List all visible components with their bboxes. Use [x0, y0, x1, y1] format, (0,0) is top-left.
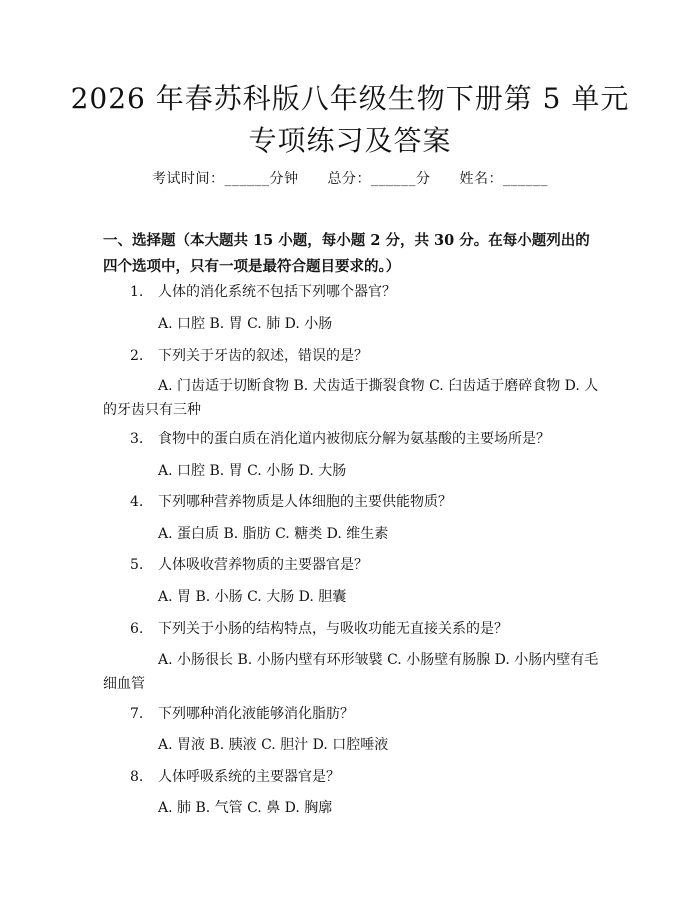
question [130, 281, 600, 303]
question [130, 766, 600, 788]
question-number: 5. [130, 557, 144, 573]
question-number: 7. [130, 706, 144, 722]
exam-score: 总分：______分 [327, 171, 431, 187]
section-heading: 一、选择题（本大题共 15 小题，每小题 2 分，共 30 分。在每小题列出的四个选项中，只有一项是最符合题目要求的。） [103, 232, 590, 275]
question-text: 下列哪种消化液能够消化脂肪？ [158, 706, 354, 722]
question-options: A. 蛋白质 B. 脂肪 C. 糖类 D. 维生素 [158, 526, 389, 542]
question-text: 人体的消化系统不包括下列哪个器官？ [158, 284, 396, 300]
question-options: A. 口腔 B. 胃 C. 小肠 D. 大肠 [158, 463, 347, 479]
question-number: 3. [130, 431, 144, 447]
question-options: A. 胃液 B. 胰液 C. 胆汁 D. 口腔唾液 [158, 737, 389, 753]
question-text: 人体吸收营养物质的主要器官是？ [158, 557, 368, 573]
question-text: 下列关于牙齿的叙述，错误的是？ [158, 348, 368, 364]
document-title: 2026 年春苏科版八年级生物下册第 5 单元专项练习及答案 [70, 82, 630, 157]
question-number: 6. [130, 621, 144, 637]
question [130, 554, 600, 576]
question-text: 食物中的蛋白质在消化道内被彻底分解为氨基酸的主要场所是？ [158, 431, 550, 447]
question [130, 703, 600, 725]
question [130, 618, 600, 640]
exam-time: 考试时间：______分钟 [152, 171, 299, 187]
question-options: A. 肺 B. 气管 C. 鼻 D. 胸廓 [158, 800, 333, 816]
question-text: 人体呼吸系统的主要器官是？ [158, 769, 340, 785]
exam-meta [0, 168, 700, 188]
question-options: A. 口腔 B. 胃 C. 肺 D. 小肠 [158, 316, 333, 332]
question-text: 下列关于小肠的结构特点，与吸收功能无直接关系的是？ [158, 621, 508, 637]
question [130, 491, 600, 513]
question-number: 8. [130, 769, 144, 785]
question-options: A. 门齿适于切断食物 B. 犬齿适于撕裂食物 C. 臼齿适于磨碎食物 D. 人的牙齿只有三种 [103, 378, 599, 418]
question-options: A. 小肠很长 B. 小肠内壁有环形皱襞 C. 小肠壁有肠腺 D. 小肠内壁有毛细血管 [103, 652, 599, 692]
question-options: A. 胃 B. 小肠 C. 大肠 D. 胆囊 [158, 589, 347, 605]
question-number: 2. [130, 348, 144, 364]
question [130, 345, 600, 367]
question-text: 下列哪种营养物质是人体细胞的主要供能物质？ [158, 494, 452, 510]
exam-name: 姓名：______ [459, 171, 548, 187]
question [130, 428, 600, 450]
question-number: 4. [130, 494, 144, 510]
question-number: 1. [130, 284, 144, 300]
